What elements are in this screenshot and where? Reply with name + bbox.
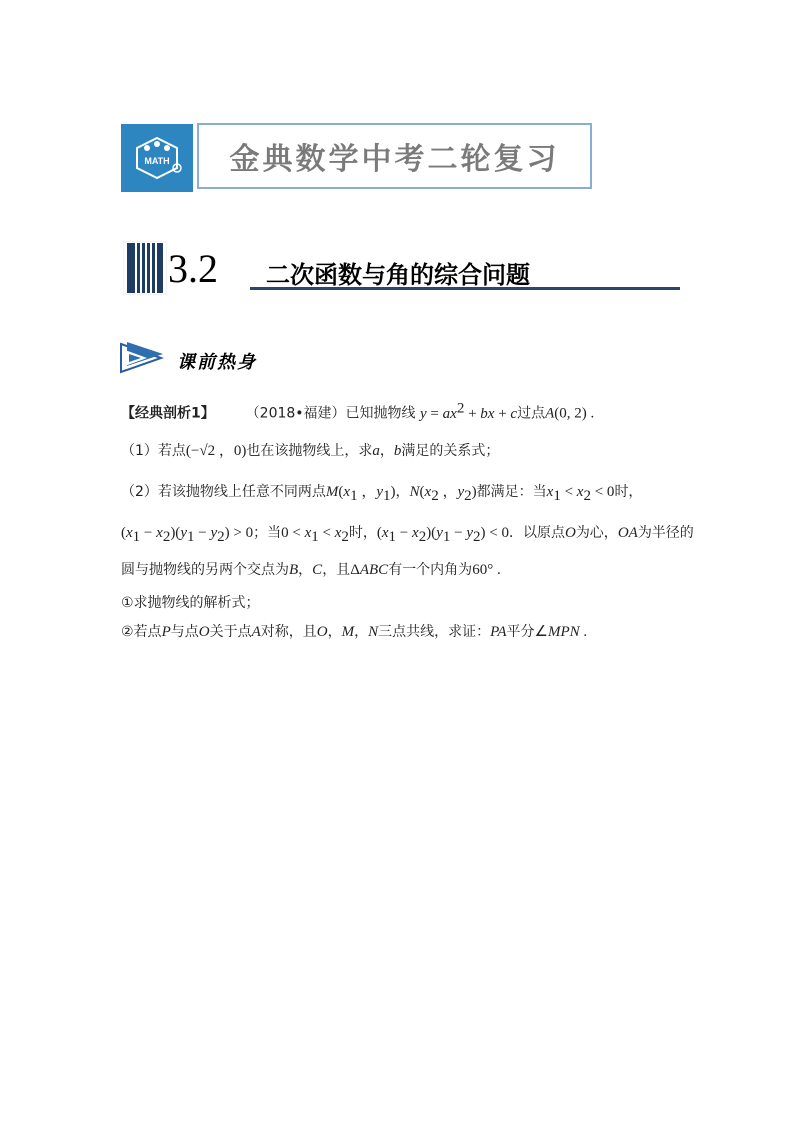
math-logo-icon — [121, 124, 193, 192]
section-bars-icon — [123, 241, 167, 295]
section-number: 3.2 — [168, 246, 218, 291]
arrow-triangle-icon — [117, 340, 165, 378]
question-2: ②若点P与点O关于点A对称，且O，M，N三点共线，求证：PA平分∠MPN . — [121, 624, 588, 640]
problem-part-2: （2）若该抛物线上任意不同两点$M(x_1$ ，$y_1$)，$N(x_2$ ，$y_2$)都满足：当$x_1 < x_2 < 0$时， — [121, 484, 643, 504]
point-neg-root2: (−√2 ，0) — [185, 443, 247, 459]
problem-condition: $(x_1 - x_2)(y_1 - y_2) > 0$；当$0 < x_1 < x_2$时，$(x_1 - x_2)(y_1 - y_2) < 0$．以原点O为心，OA为半径的 — [121, 525, 694, 545]
banner-title-box — [197, 123, 592, 189]
banner-title: 金典数学中考二轮复习 — [229, 142, 560, 177]
problem-tag: 【经典剖析1】 — [121, 405, 215, 422]
point-a: A(0, 2) — [545, 405, 587, 422]
banner-logo — [121, 124, 193, 192]
question-1: ①求抛物线的解析式； — [121, 595, 260, 611]
problem-circle: 圆与抛物线的另两个交点为B，C，且ΔABC有一个内角为60° . — [121, 562, 501, 578]
problem-part-1: （1）若点(−√2 ，0)也在该抛物线上，求a，b满足的关系式； — [121, 443, 500, 459]
problem-line-1: 【经典剖析1】 （2018•福建）已知抛物线 $y = ax^2$ + bx + c过点A(0, 2) . — [121, 400, 595, 422]
section-title: 二次函数与角的综合问题 — [266, 261, 530, 289]
parabola-equation: $y = ax^2$ + bx + c — [420, 400, 518, 422]
svg-text:MATH: MATH — [144, 156, 170, 166]
subsection-label: 课前热身 — [177, 352, 257, 373]
problem-source: （2018•福建）已知抛物线 — [245, 405, 416, 422]
